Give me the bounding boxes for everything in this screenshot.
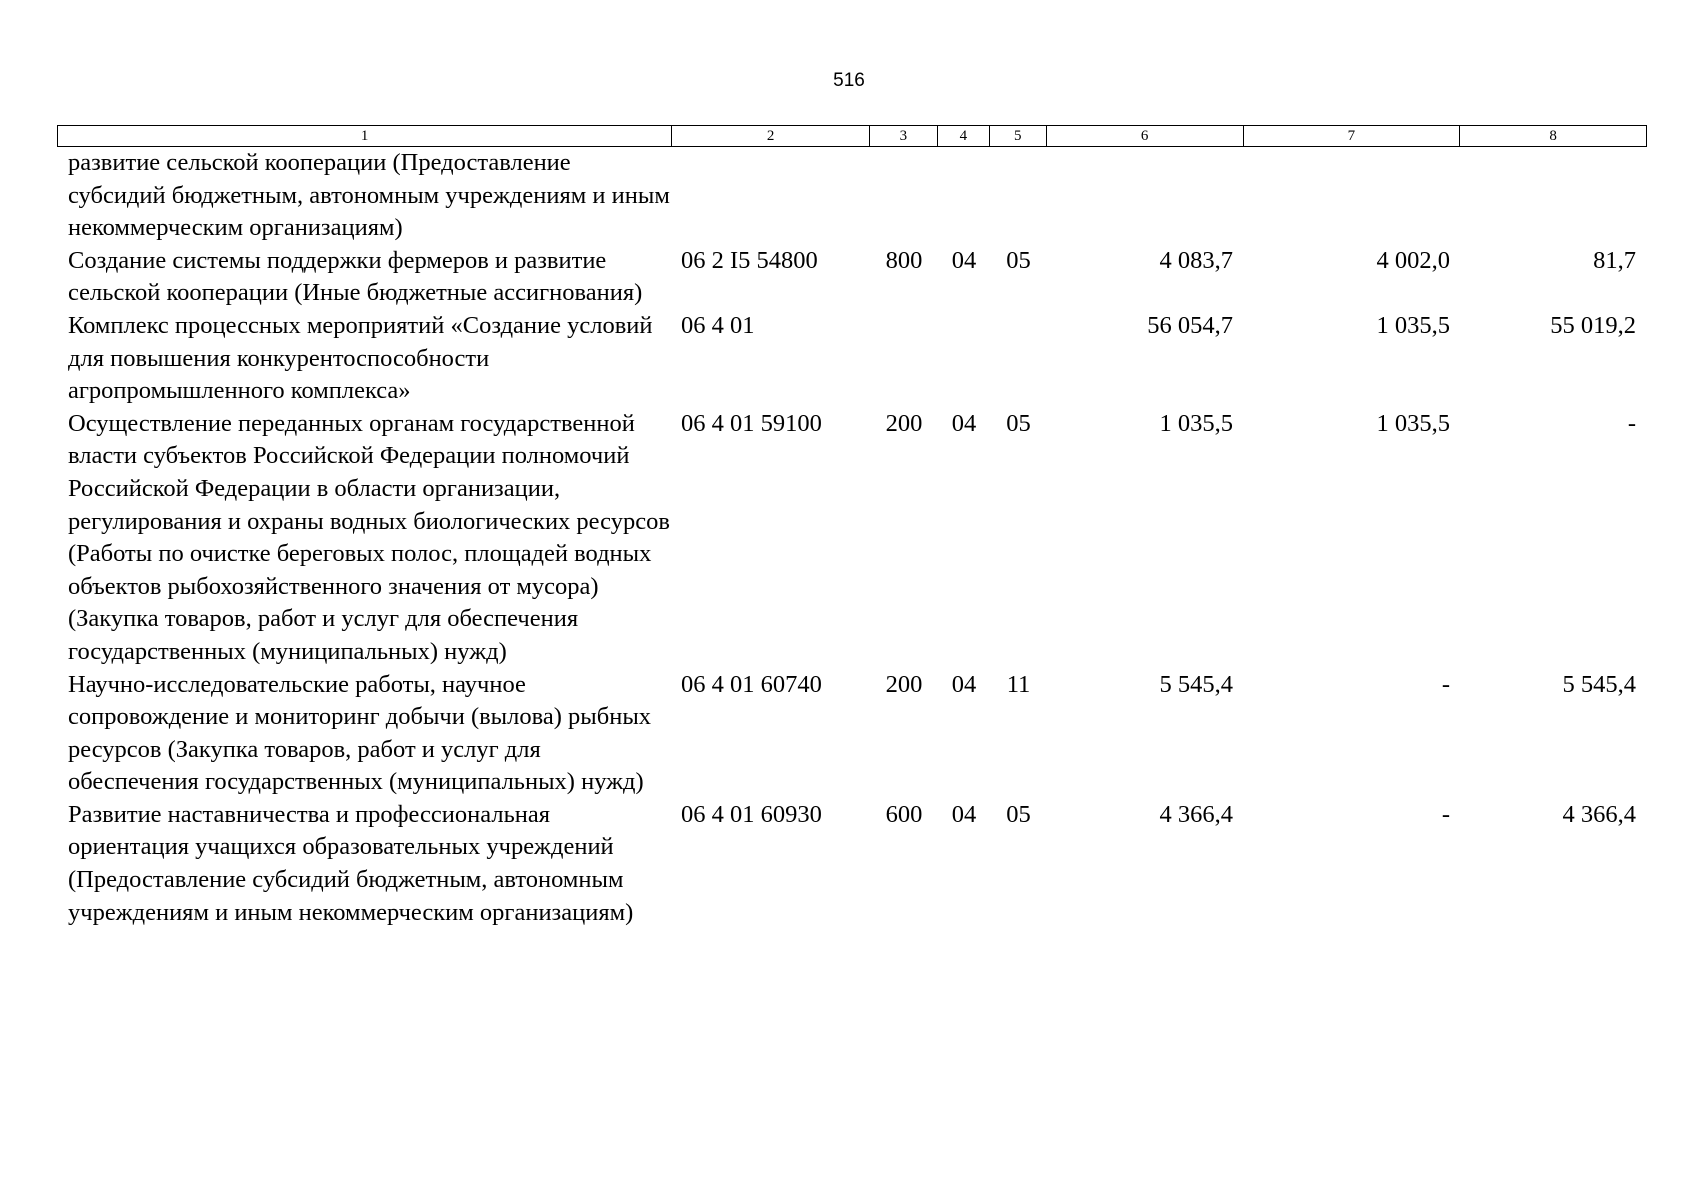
row-amount-col8: 81,7 xyxy=(1593,246,1636,274)
row-section: 04 xyxy=(951,800,977,828)
row-description: Создание системы поддержки фермеров и развитие сельской кооперации (Иные бюджетные ассигнования) xyxy=(68,246,643,307)
row-expense-type: 600 xyxy=(885,800,923,828)
row-section: 04 xyxy=(951,246,977,274)
row-total-amount: 4 083,7 xyxy=(1159,246,1233,274)
table-body xyxy=(57,147,1647,929)
table-row xyxy=(57,799,1647,929)
row-description: развитие сельской кооперации (Предоставление субсидий бюджетным, автономным учреждениям и иным некоммерческим организациям) xyxy=(68,149,670,242)
page-number: 516 xyxy=(833,70,865,91)
row-total-amount: 1 035,5 xyxy=(1159,409,1233,437)
column-header-1: 1 xyxy=(58,126,672,146)
row-amount-col7: 4 002,0 xyxy=(1376,246,1450,274)
row-description: Комплекс процессных мероприятий «Создание условий для повышения конкурентоспособности агропромышленного комплекса» xyxy=(68,311,653,405)
table-row xyxy=(57,147,1647,245)
column-header-6: 6 xyxy=(1047,126,1244,146)
row-expense-type xyxy=(870,147,938,245)
row-amount-col7 xyxy=(1244,147,1461,245)
row-total-amount: 4 366,4 xyxy=(1159,800,1233,828)
row-target-code: 06 4 01 60930 xyxy=(681,800,822,828)
row-description: Осуществление переданных органам государственной власти субъектов Российской Федерации полномочий Российской Федерации в области организации, регулирования и охраны водных биологических ресурсов (Работы по очистке береговых полос, площадей водных объектов рыбохозяйственного значения от мусора) (Закупка товаров, работ и услуг для обеспечения государственных (муниципальных) нужд) xyxy=(68,409,670,665)
column-header-3: 3 xyxy=(870,126,938,146)
column-header-8: 8 xyxy=(1549,128,1557,144)
row-subsection: 11 xyxy=(1006,670,1031,698)
row-target-code xyxy=(672,147,870,245)
row-amount-col8: - xyxy=(1627,409,1636,437)
table-row xyxy=(57,245,1647,310)
row-amount-col8: 55 019,2 xyxy=(1550,311,1636,339)
row-amount-col8 xyxy=(1461,147,1647,245)
row-amount-col7: - xyxy=(1441,670,1450,698)
row-description: Научно-исследовательские работы, научное сопровождение и мониторинг добычи (вылова) рыбных ресурсов (Закупка товаров, работ и услуг для обеспечения государственных (муниципальных) нужд) xyxy=(68,670,652,796)
row-expense-type: 200 xyxy=(885,409,923,437)
row-target-code: 06 4 01 60740 xyxy=(681,670,822,698)
row-amount-col8: 4 366,4 xyxy=(1562,800,1636,828)
row-subsection: 05 xyxy=(1006,409,1031,437)
row-section: 04 xyxy=(951,670,977,698)
row-amount-col7: 1 035,5 xyxy=(1376,311,1450,339)
row-section xyxy=(938,310,990,408)
row-expense-type xyxy=(870,310,938,408)
table-row xyxy=(57,669,1647,799)
row-target-code: 06 2 I5 54800 xyxy=(681,246,818,274)
row-section: 04 xyxy=(951,409,977,437)
row-total-amount: 56 054,7 xyxy=(1147,311,1233,339)
row-section xyxy=(938,147,990,245)
row-subsection xyxy=(990,147,1047,245)
row-amount-col8: 5 545,4 xyxy=(1562,670,1636,698)
row-target-code: 06 4 01 59100 xyxy=(681,409,822,437)
row-target-code: 06 4 01 xyxy=(681,311,755,339)
row-total-amount: 5 545,4 xyxy=(1159,670,1233,698)
row-subsection xyxy=(990,310,1047,408)
row-expense-type: 200 xyxy=(885,670,923,698)
column-header-5: 5 xyxy=(990,126,1047,146)
row-expense-type: 800 xyxy=(885,246,923,274)
row-amount-col7: - xyxy=(1441,800,1450,828)
table-row xyxy=(57,408,1647,669)
column-header-7: 7 xyxy=(1244,126,1461,146)
column-header-2: 2 xyxy=(672,126,870,146)
column-header-4: 4 xyxy=(938,126,990,146)
row-description: Развитие наставничества и профессиональная ориентация учащихся образовательных учреждений (Предоставление субсидий бюджетным, автономным учреждениям и иным некоммерческим организациям) xyxy=(68,800,634,926)
table-row xyxy=(57,310,1647,408)
row-subsection: 05 xyxy=(1006,800,1031,828)
table-header xyxy=(57,125,1647,147)
row-subsection: 05 xyxy=(1006,246,1031,274)
row-amount-col7: 1 035,5 xyxy=(1376,409,1450,437)
row-total-amount xyxy=(1047,147,1244,245)
